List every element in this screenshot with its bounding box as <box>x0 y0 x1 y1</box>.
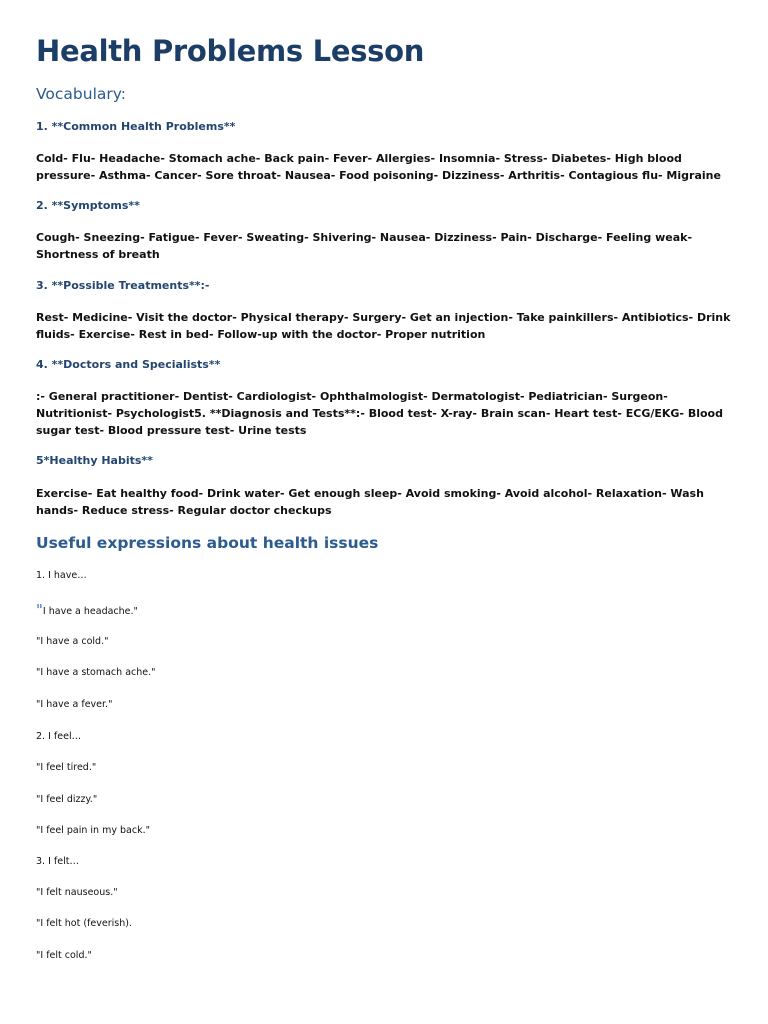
expression-group-have: 1. I have… <box>36 570 87 581</box>
expressions-heading: Useful expressions about health issues <box>36 534 379 552</box>
section-heading-doctors: 4. **Doctors and Specialists** <box>36 358 221 371</box>
expression-item: "I have a fever." <box>36 699 113 710</box>
expression-item: "I felt cold." <box>36 950 92 961</box>
expression-text: I have a headache." <box>42 606 138 617</box>
vocabulary-heading: Vocabulary: <box>36 85 127 103</box>
quote-mark-icon: " <box>36 601 43 619</box>
expression-item: "I have a stomach ache." <box>36 667 156 678</box>
page-title: Health Problems Lesson <box>36 34 425 68</box>
section-heading-symptoms: 2. **Symptoms** <box>36 199 140 212</box>
expression-group-felt: 3. I felt… <box>36 856 79 867</box>
expression-item: "I feel tired." <box>36 762 97 773</box>
section-text-doctors: :- General practitioner- Dentist- Cardiologist- Ophthalmologist- Dermatologist- Pediatrician- Surgeon- Nutritionist- Psychologist5. **Diagnosis and Tests**:- Blood test- X-ray- Brain scan- Heart test- ECG/EKG- Blood sugar test- Blood pressure test- Urine tests <box>36 390 723 437</box>
section-text-treatments: Rest- Medicine- Visit the doctor- Physical therapy- Surgery- Get an injection- Take painkillers- Antibiotics- Drink fluids- Exercise- Rest in bed- Follow-up with the doctor- Proper nutrition <box>36 311 731 341</box>
section-text-habits: Exercise- Eat healthy food- Drink water- Get enough sleep- Avoid smoking- Avoid alcohol- Relaxation- Wash hands- Reduce stress- Regular doctor checkups <box>36 487 704 517</box>
expression-item: "I feel dizzy." <box>36 794 98 805</box>
expression-item: "I have a cold." <box>36 636 109 647</box>
section-text-symptoms: Cough- Sneezing- Fatigue- Fever- Sweating- Shivering- Nausea- Dizziness- Pain- Discharge- Feeling weak- Shortness of breath <box>36 231 693 261</box>
expression-item: "I felt hot (feverish). <box>36 918 132 929</box>
expression-group-feel: 2. I feel… <box>36 731 82 742</box>
section-text-common-problems: Cold- Flu- Headache- Stomach ache- Back pain- Fever- Allergies- Insomnia- Stress- Diabetes- High blood pressure- Asthma- Cancer- Sore throat- Nausea- Food poisoning- Dizziness- Arthritis- Contagious flu- Migraine <box>36 152 721 182</box>
section-heading-common-problems: 1. **Common Health Problems** <box>36 120 236 133</box>
section-heading-habits: 5*Healthy Habits** <box>36 454 153 467</box>
expression-item: "I feel pain in my back." <box>36 825 150 836</box>
section-heading-treatments: 3. **Possible Treatments**:- <box>36 279 210 292</box>
expression-item <box>36 601 138 619</box>
expression-item: "I felt nauseous." <box>36 887 118 898</box>
